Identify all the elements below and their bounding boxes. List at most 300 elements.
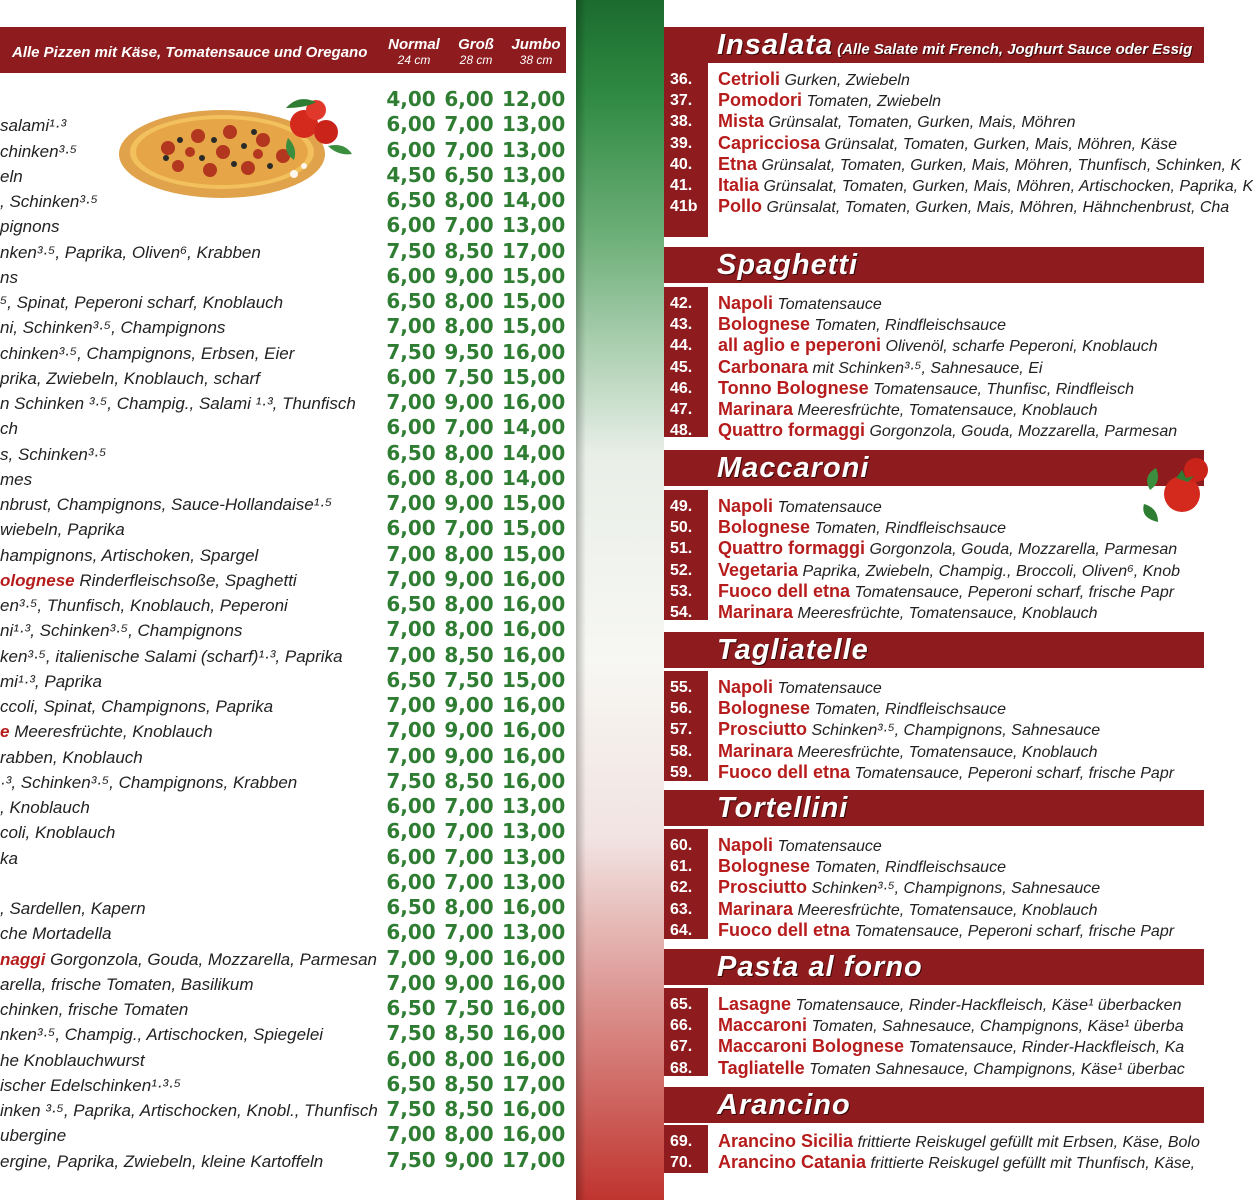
- price-jumbo: 16,00: [502, 693, 566, 717]
- menu-item: [664, 90, 1204, 111]
- item-ingredients: Schinken³·⁵, Champignons, Sahnesauce: [807, 880, 1101, 898]
- item-ingredients: Grünsalat, Tomaten, Gurken, Mais, Möhren: [764, 114, 1076, 132]
- menu-item: [664, 1152, 1204, 1173]
- item-name: Bolognese: [718, 856, 811, 877]
- menu-item: [664, 399, 1204, 420]
- pizza-row: [0, 239, 576, 264]
- price-gross: 8,00: [444, 617, 494, 642]
- price-normal: 6,00: [386, 844, 436, 869]
- price-jumbo: 13,00: [502, 213, 566, 238]
- pizza-ingredients: mes: [0, 469, 33, 489]
- price-jumbo: 13,00: [502, 819, 566, 844]
- pizza-description: [0, 495, 372, 515]
- pizza-row: [0, 920, 576, 945]
- pizza-row: [0, 415, 576, 440]
- item-number: 43.: [670, 316, 693, 334]
- pizza-ingredients: chinken, frische Tomaten: [0, 1000, 189, 1019]
- price-jumbo: 16,00: [502, 1046, 566, 1071]
- item-number: 66.: [670, 1017, 693, 1035]
- price-normal: 6,50: [386, 188, 436, 212]
- item-ingredients: mit Schinken³·⁵, Sahnesauce, Ei: [808, 359, 1043, 377]
- item-ingredients: Tomatensauce: [773, 499, 882, 516]
- pizza-ingredients: ⁵, Spinat, Peperoni scharf, Knoblauch: [0, 293, 284, 312]
- price-jumbo: 16,00: [502, 1122, 566, 1147]
- pizza-ingredients: ken³·⁵, italienische Salami (scharf)¹·³, Paprika: [0, 646, 343, 666]
- section-title-text: Spaghetti: [717, 249, 859, 281]
- menu-item: [664, 420, 1204, 441]
- price-jumbo: 16,00: [502, 945, 566, 970]
- menu-item: [664, 1015, 1204, 1036]
- item-description: [718, 538, 1177, 560]
- section-title-text: Maccaroni: [717, 452, 870, 484]
- price-normal: 7,00: [386, 390, 436, 414]
- item-description: [718, 420, 1177, 442]
- pizza-row: [0, 390, 576, 415]
- price-normal: 6,00: [386, 1046, 436, 1071]
- price-normal: 6,50: [386, 996, 436, 1020]
- menu-item: [664, 602, 1204, 623]
- item-name: Pomodori: [718, 90, 802, 111]
- price-jumbo: 16,00: [502, 566, 566, 591]
- item-number: 39.: [670, 134, 693, 152]
- section-title-text: Insalata: [717, 29, 833, 61]
- price-normal: 7,00: [386, 617, 436, 642]
- menu-item: [664, 698, 1204, 719]
- item-description: [718, 399, 1098, 421]
- item-name: Napoli: [718, 496, 774, 516]
- item-number: 38.: [670, 113, 693, 131]
- pizza-description: [0, 823, 372, 843]
- price-gross: 8,00: [444, 188, 494, 212]
- menu-item: [664, 1058, 1204, 1079]
- price-normal: 4,50: [386, 162, 436, 187]
- pasta-page: [664, 0, 1253, 1200]
- price-gross: 7,00: [444, 516, 494, 541]
- price-jumbo: 12,00: [502, 87, 566, 111]
- pizza-row: [0, 213, 576, 238]
- pizza-ingredients: ni, Schinken³·⁵, Champignons: [0, 318, 226, 338]
- price-jumbo: 13,00: [502, 112, 566, 137]
- price-normal: 6,00: [386, 794, 436, 818]
- item-number: 41b: [670, 198, 698, 216]
- item-number: 56.: [670, 700, 693, 718]
- pizza-description: [0, 293, 372, 313]
- pizza-description: [0, 1126, 372, 1146]
- item-number: 65.: [670, 996, 693, 1013]
- pizza-row: [0, 491, 576, 516]
- pizza-ingredients: nken³·⁵, Paprika, Oliven⁶, Krabben: [0, 242, 261, 262]
- pizza-description: [0, 748, 372, 768]
- item-name: Quattro formaggi: [718, 420, 865, 441]
- pizza-description: [0, 1000, 372, 1020]
- pizza-ingredients: en³·⁵, Thunfisch, Knoblauch, Peperoni: [0, 596, 288, 615]
- item-name: Napoli: [718, 677, 774, 697]
- item-name: Fuoco dell etna: [718, 919, 851, 940]
- price-normal: 7,50: [386, 1097, 436, 1121]
- menu-item: [664, 835, 1204, 856]
- pizza-page: [0, 0, 576, 1200]
- pizza-row: [0, 794, 576, 819]
- item-name: Maccaroni: [718, 1015, 808, 1036]
- price-jumbo: 15,00: [502, 263, 566, 288]
- pizza-row: [0, 718, 576, 743]
- price-jumbo: 13,00: [502, 137, 566, 162]
- item-name: Fuoco dell etna: [718, 580, 851, 601]
- size-name: Normal: [388, 36, 440, 53]
- pizza-description: [0, 546, 372, 566]
- pizza-image: [118, 88, 356, 200]
- item-ingredients: Tomatensauce, Peperoni scharf, frische Papr: [850, 922, 1175, 940]
- price-jumbo: 15,00: [502, 491, 566, 515]
- menu-item: [664, 899, 1204, 920]
- item-name: Tonno Bolognese: [718, 377, 869, 398]
- item-ingredients: Meeresfrüchte, Tomatensauce, Knoblauch: [793, 743, 1098, 761]
- menu-item: [664, 741, 1204, 762]
- item-number: 46.: [670, 379, 693, 397]
- pizza-row: [0, 1097, 576, 1122]
- price-jumbo: 17,00: [502, 238, 566, 263]
- pizza-ingredients: rabben, Knoblauch: [0, 747, 143, 767]
- item-description: [718, 378, 1134, 400]
- pizza-description: [0, 975, 372, 995]
- item-ingredients: Tomatensauce, Peperoni scharf, frische Papr: [850, 764, 1175, 782]
- item-description: [718, 835, 882, 857]
- section-title: [717, 27, 1192, 68]
- price-normal: 7,00: [386, 541, 436, 566]
- price-gross: 8,50: [444, 642, 494, 667]
- menu-item: [664, 581, 1204, 602]
- item-name: Marinara: [718, 399, 794, 419]
- menu-item: [664, 175, 1253, 196]
- price-gross: 7,00: [444, 794, 494, 818]
- section-header-arancino: [664, 1087, 1204, 1123]
- item-name: Bolognese: [718, 314, 811, 335]
- price-gross: 6,50: [444, 162, 494, 187]
- item-description: [718, 877, 1100, 899]
- pizza-ingredients: , Sardellen, Kapern: [0, 899, 146, 918]
- pizza-row: [0, 314, 576, 339]
- pizza-ingredients: ergine, Paprika, Zwiebeln, kleine Kartoffeln: [0, 1151, 324, 1171]
- item-number: 47.: [670, 401, 693, 418]
- menu-item: [664, 335, 1204, 356]
- pizza-row: [0, 567, 576, 592]
- price-jumbo: 15,00: [502, 364, 566, 389]
- item-description: [718, 1015, 1184, 1037]
- item-description: [718, 314, 1006, 336]
- item-name: Maccaroni Bolognese: [718, 1036, 905, 1057]
- menu-item: [664, 196, 1230, 217]
- price-gross: 9,00: [444, 970, 494, 995]
- item-description: [718, 293, 882, 315]
- section-title: [717, 247, 858, 283]
- pizza-row: [0, 668, 576, 693]
- item-description: [718, 111, 1076, 133]
- pizza-description: [0, 647, 372, 667]
- item-number: 50.: [670, 519, 693, 537]
- item-number: 60.: [670, 837, 693, 854]
- price-gross: 8,00: [444, 592, 494, 616]
- item-description: [718, 581, 1174, 603]
- item-ingredients: Schinken³·⁵, Champignons, Sahnesauce: [807, 722, 1101, 740]
- price-gross: 9,00: [444, 945, 494, 970]
- pizza-ingredients: eln: [0, 166, 23, 186]
- item-description: [718, 133, 1177, 155]
- price-jumbo: 13,00: [502, 844, 566, 869]
- price-normal: 7,00: [386, 945, 436, 970]
- price-jumbo: 16,00: [502, 996, 566, 1020]
- item-name: Bolognese: [718, 698, 811, 719]
- pizza-description: [0, 445, 372, 465]
- price-gross: 8,00: [444, 1046, 494, 1071]
- item-description: [718, 517, 1006, 539]
- item-name: Carbonara: [718, 356, 809, 377]
- pizza-description: [0, 394, 372, 414]
- item-ingredients: Tomatensauce: [773, 680, 882, 697]
- price-normal: 6,50: [386, 289, 436, 313]
- pizza-ingredients: pignons: [0, 217, 60, 237]
- item-number: 53.: [670, 582, 693, 600]
- pizza-ingredients: chinken³·⁵: [0, 141, 78, 161]
- pizza-ingredients: , Knoblauch: [0, 798, 90, 817]
- pizza-row: [0, 643, 576, 668]
- price-jumbo: 16,00: [502, 718, 566, 743]
- item-description: [718, 357, 1042, 379]
- menu-item: [664, 1131, 1204, 1152]
- price-jumbo: 16,00: [502, 1097, 566, 1121]
- price-gross: 7,00: [444, 844, 494, 869]
- price-gross: 7,00: [444, 137, 494, 162]
- pizza-description: [0, 1076, 372, 1096]
- pizza-description: [0, 773, 372, 793]
- price-normal: 7,00: [386, 314, 436, 339]
- pizza-description: [0, 899, 372, 919]
- price-gross: 7,50: [444, 667, 494, 692]
- section-header-tagliatelle: [664, 632, 1204, 668]
- item-ingredients: Tomatensauce, Peperoni scharf, frische Papr: [850, 583, 1175, 601]
- pizza-row: [0, 946, 576, 971]
- pizza-description: [0, 344, 372, 364]
- price-gross: 8,50: [444, 238, 494, 263]
- pizza-ingredients: chinken³·⁵, Champignons, Erbsen, Eier: [0, 343, 295, 363]
- pizza-row: [0, 819, 576, 844]
- pizza-row: [0, 1072, 576, 1097]
- size-jumbo: [501, 37, 571, 67]
- price-gross: 8,50: [444, 1097, 494, 1121]
- pizza-ingredients: wiebeln, Paprika: [0, 520, 125, 540]
- pizza-row: [0, 870, 576, 895]
- price-jumbo: 13,00: [502, 162, 566, 187]
- price-gross: 6,00: [444, 87, 494, 111]
- price-jumbo: 15,00: [502, 314, 566, 339]
- item-description: [718, 920, 1174, 942]
- pizza-name: olognese: [0, 570, 75, 590]
- item-number: 58.: [670, 742, 693, 760]
- item-ingredients: Gurken, Zwiebeln: [780, 72, 910, 89]
- section-title-text: Tagliatelle: [717, 634, 869, 666]
- pizza-description: [0, 722, 372, 742]
- price-gross: 8,00: [444, 895, 494, 919]
- price-jumbo: 15,00: [502, 289, 566, 313]
- pizza-ingredients: ubergine: [0, 1126, 67, 1146]
- price-normal: 4,00: [386, 87, 436, 111]
- price-jumbo: 16,00: [502, 1021, 566, 1046]
- item-name: Mista: [718, 111, 765, 132]
- section-title: [717, 632, 869, 668]
- price-normal: 7,00: [386, 693, 436, 717]
- menu-item: [664, 538, 1204, 559]
- item-name: Bolognese: [718, 517, 811, 538]
- price-gross: 7,50: [444, 996, 494, 1020]
- item-number: 44.: [670, 337, 693, 355]
- pizza-description: [0, 571, 372, 591]
- pizza-ingredients: ni¹·³, Schinken³·⁵, Champignons: [0, 621, 243, 641]
- price-normal: 6,50: [386, 592, 436, 616]
- pizza-row: [0, 1122, 576, 1147]
- pizza-ingredients: Rinderfleischsoße, Spaghetti: [74, 570, 297, 590]
- item-number: 48.: [670, 422, 693, 440]
- item-description: [718, 496, 882, 518]
- item-ingredients: Olivenöl, scharfe Peperoni, Knoblauch: [881, 338, 1158, 356]
- pizza-name: naggi: [0, 949, 46, 969]
- page-fold-shadow: [576, 0, 586, 1200]
- item-ingredients: frittierte Reiskugel gefüllt mit Erbsen, Käse, Bolo: [853, 1134, 1200, 1151]
- pizza-row: [0, 1021, 576, 1046]
- price-gross: 7,00: [444, 920, 494, 945]
- item-name: Marinara: [718, 898, 794, 919]
- menu-item: [664, 357, 1204, 378]
- pizza-description: [0, 243, 372, 263]
- price-jumbo: 16,00: [502, 617, 566, 642]
- item-ingredients: Grünsalat, Tomaten, Gurken, Mais, Möhren, Thunfisch, Schinken, K: [757, 156, 1242, 174]
- price-normal: 6,00: [386, 819, 436, 844]
- menu-item: [664, 762, 1204, 783]
- price-normal: 7,50: [386, 339, 436, 364]
- pizza-description: [0, 470, 372, 490]
- item-ingredients: Meeresfrüchte, Tomatensauce, Knoblauch: [793, 402, 1098, 419]
- item-ingredients: Tomatensauce, Thunfisc, Rindfleisch: [868, 380, 1134, 398]
- item-ingredients: Grünsalat, Tomaten, Gurken, Mais, Möhren, Käse: [820, 135, 1177, 153]
- price-normal: 6,50: [386, 667, 436, 692]
- menu-item: [664, 314, 1204, 335]
- item-number: 45.: [670, 358, 693, 376]
- menu-item: [664, 153, 1242, 175]
- item-name: Arancino Catania: [718, 1152, 867, 1173]
- pizza-row: [0, 516, 576, 541]
- section-title-text: Pasta al forno: [717, 951, 923, 983]
- pizza-description: [0, 217, 372, 237]
- menu-item: [664, 560, 1204, 581]
- pizza-ingredients: Gorgonzola, Gouda, Mozzarella, Parmesan: [45, 949, 378, 969]
- price-normal: 6,00: [386, 213, 436, 238]
- item-description: [718, 560, 1180, 582]
- pizza-row: [0, 744, 576, 769]
- menu-item: [664, 293, 1204, 314]
- pizza-description: [0, 1025, 372, 1045]
- price-jumbo: 17,00: [502, 1147, 566, 1172]
- price-normal: 6,50: [386, 440, 436, 465]
- price-gross: 8,00: [444, 541, 494, 566]
- pizza-description: [0, 1051, 372, 1071]
- price-gross: 8,50: [444, 1021, 494, 1046]
- item-description: [718, 1152, 1195, 1174]
- item-description: [718, 741, 1098, 763]
- price-normal: 6,00: [386, 137, 436, 162]
- price-normal: 6,00: [386, 516, 436, 541]
- price-jumbo: 15,00: [502, 541, 566, 566]
- price-normal: 7,50: [386, 238, 436, 263]
- pizza-description: [0, 369, 372, 389]
- price-gross: 7,50: [444, 364, 494, 389]
- menu-item: [664, 877, 1204, 898]
- item-number: 57.: [670, 721, 693, 739]
- price-gross: 9,50: [444, 339, 494, 364]
- price-gross: 7,00: [444, 415, 494, 440]
- pizza-row: [0, 1148, 576, 1173]
- pizza-description: [0, 596, 372, 616]
- item-description: [718, 1058, 1185, 1080]
- pizza-header-title: Alle Pizzen mit Käse, Tomatensauce und Oregano: [12, 44, 368, 61]
- tomato-basil-image: [1140, 450, 1200, 530]
- item-number: 49.: [670, 498, 693, 515]
- pizza-description: [0, 621, 372, 641]
- pizza-description: [0, 949, 378, 970]
- pizza-row: [0, 264, 576, 289]
- price-normal: 7,00: [386, 491, 436, 515]
- item-description: [718, 196, 1229, 218]
- menu-item: [664, 133, 1204, 154]
- page-gutter-flag: [576, 0, 664, 1200]
- price-gross: 7,00: [444, 819, 494, 844]
- pizza-ingredients: n Schinken ³·⁵, Champig., Salami ¹·³, Thunfisch: [0, 394, 356, 413]
- item-description: [718, 677, 882, 699]
- item-name: Arancino Sicilia: [718, 1131, 854, 1151]
- size-diameter: 28 cm: [459, 53, 493, 67]
- item-number: 37.: [670, 92, 693, 110]
- item-ingredients: Grünsalat, Tomaten, Gurken, Mais, Möhren, Hähnchenbrust, Cha: [762, 199, 1230, 217]
- pizza-ingredients: hampignons, Artischoken, Spargel: [0, 545, 259, 565]
- item-description: [718, 899, 1098, 921]
- item-name: Vegetaria: [718, 559, 799, 580]
- price-gross: 8,50: [444, 1071, 494, 1096]
- price-normal: 7,00: [386, 718, 436, 743]
- item-name: Tagliatelle: [718, 1057, 805, 1078]
- pizza-name: e: [0, 722, 10, 742]
- menu-item: [664, 719, 1204, 740]
- pizza-description: [0, 798, 372, 818]
- price-gross: 9,00: [444, 1147, 494, 1172]
- pizza-ingredients: arella, frische Tomaten, Basilikum: [0, 974, 254, 994]
- item-ingredients: Tomaten Sahnesauce, Champignons, Käse¹ überbac: [804, 1060, 1185, 1078]
- item-description: [718, 719, 1100, 741]
- price-gross: 8,00: [444, 440, 494, 465]
- pizza-row: [0, 617, 576, 642]
- pizza-row: [0, 845, 576, 870]
- section-title-text: Tortellini: [717, 792, 849, 824]
- menu-item: [664, 69, 1204, 90]
- pizza-ingredients: coli, Knoblauch: [0, 823, 116, 843]
- price-jumbo: 13,00: [502, 869, 566, 894]
- price-normal: 7,50: [386, 768, 436, 793]
- section-header-insalata: [664, 27, 1204, 63]
- pizza-row: [0, 693, 576, 718]
- item-ingredients: Paprika, Zwiebeln, Champig., Broccoli, Oliven⁶, Knob: [798, 562, 1180, 580]
- item-number: 40.: [670, 155, 693, 173]
- pizza-description: [0, 419, 372, 439]
- price-normal: 7,50: [386, 1147, 436, 1172]
- item-number: 55.: [670, 679, 693, 696]
- pizza-row: [0, 895, 576, 920]
- item-number: 61.: [670, 858, 693, 876]
